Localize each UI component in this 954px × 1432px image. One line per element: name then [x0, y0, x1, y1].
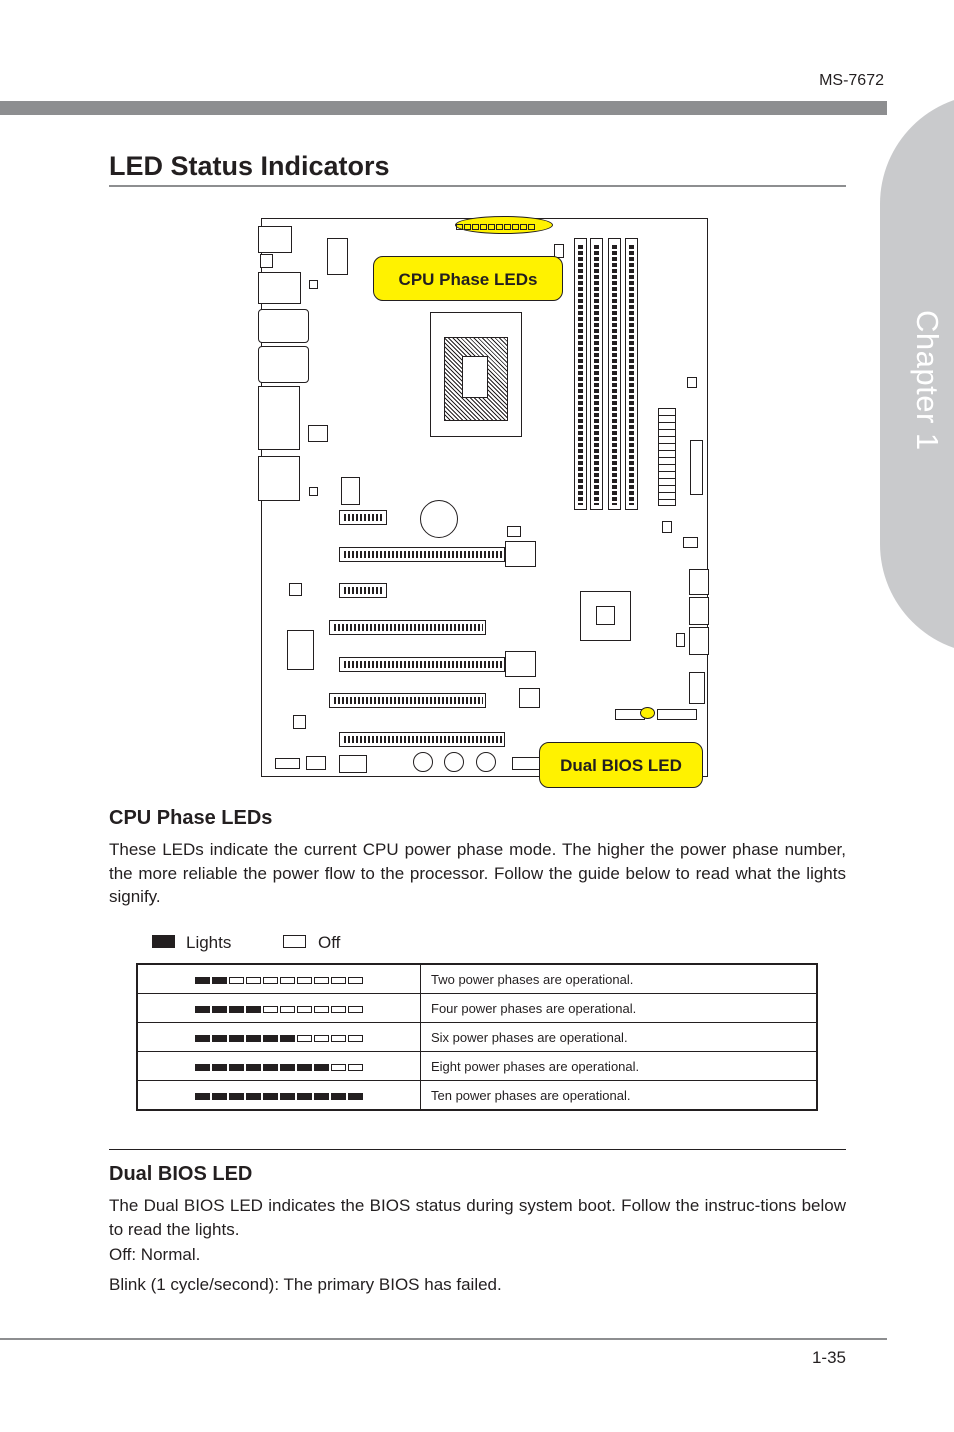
phase-description: Two power phases are operational.: [421, 964, 818, 994]
led-pattern: [137, 1081, 421, 1111]
led-lit: [280, 1064, 295, 1071]
pcie-x16-slot: [339, 732, 505, 747]
led-lit: [314, 1064, 329, 1071]
onboard-button: [413, 752, 433, 772]
page-title: LED Status Indicators: [109, 151, 390, 181]
phase-description: Four power phases are operational.: [421, 994, 818, 1023]
fan-header: [687, 377, 697, 388]
dual-bios-led-marker: [640, 707, 655, 719]
led-lit: [246, 1093, 261, 1100]
led-off: [246, 977, 261, 984]
header: [306, 756, 326, 770]
led-lit: [195, 1035, 210, 1042]
led-off: [280, 977, 295, 984]
chip: [519, 688, 540, 708]
sata-port: [689, 569, 709, 595]
sata-port: [689, 627, 709, 655]
led-off: [297, 977, 312, 984]
dual-bios-body: The Dual BIOS LED indicates the BIOS status during system boot. Follow the instruc-tions below to read the lights.: [109, 1196, 846, 1239]
led-off: [331, 1006, 346, 1013]
led-lit: [246, 1064, 261, 1071]
led-lit: [229, 1093, 244, 1100]
slot-latch: [505, 651, 536, 677]
pcie-x1-slot: [339, 510, 387, 525]
sata-port: [689, 597, 709, 625]
fan-header: [507, 526, 521, 537]
io-port: [258, 272, 301, 304]
led-lit: [195, 1093, 210, 1100]
led-lit: [212, 977, 227, 984]
led-lit: [348, 1093, 363, 1100]
led-lit: [297, 1093, 312, 1100]
chip: [293, 715, 306, 729]
legend-off-swatch: [283, 935, 306, 948]
led-off: [263, 977, 278, 984]
led-lit: [246, 1035, 261, 1042]
led-lit: [195, 1006, 210, 1013]
dimm-slot: [608, 238, 621, 510]
led-lit: [212, 1006, 227, 1013]
power-connector: [327, 238, 348, 275]
led-off: [280, 1006, 295, 1013]
led-lit: [263, 1035, 278, 1042]
header: [512, 757, 542, 770]
phase-description: Ten power phases are operational.: [421, 1081, 818, 1111]
legend-lights-swatch: [152, 935, 175, 948]
chapter-label: Chapter 1: [910, 310, 945, 451]
led-off: [297, 1006, 312, 1013]
footer-rule: [0, 1338, 887, 1340]
model-number: MS-7672: [819, 72, 884, 89]
pcie-x16-slot: [339, 657, 505, 672]
title-rule: [109, 185, 846, 187]
led-lit: [195, 977, 210, 984]
legend-off-label: Off: [318, 933, 341, 952]
led-off: [314, 1035, 329, 1042]
atx-power: [658, 408, 676, 506]
chip: [309, 487, 318, 496]
led-lit: [263, 1093, 278, 1100]
io-port: [258, 226, 292, 253]
led-lit: [212, 1035, 227, 1042]
phase-row: [137, 994, 817, 1023]
led-off: [348, 1035, 363, 1042]
dual-bios-off: Off: Normal.: [109, 1245, 201, 1264]
led-off: [331, 977, 346, 984]
connector: [690, 440, 703, 495]
led-off: [314, 977, 329, 984]
phase-row: [137, 1081, 817, 1111]
legend-lights-label: Lights: [186, 933, 232, 952]
section-divider: [109, 1149, 846, 1150]
led-lit: [297, 1064, 312, 1071]
dimm-slot: [574, 238, 587, 510]
power-connector: [341, 477, 360, 505]
fan-header: [662, 521, 672, 533]
pcie-x16-slot: [339, 547, 505, 562]
jumper: [676, 633, 685, 647]
header-bar: [0, 101, 887, 115]
led-off: [331, 1035, 346, 1042]
chipset-center: [596, 606, 615, 625]
chip: [308, 425, 328, 442]
page-number: 1-35: [811, 1348, 846, 1367]
dual-bios-heading: Dual BIOS LED: [109, 1163, 253, 1185]
led-lit: [280, 1035, 295, 1042]
led-off: [331, 1064, 346, 1071]
chip: [289, 583, 302, 596]
led-lit: [212, 1093, 227, 1100]
callout-dual-bios-led: Dual BIOS LED: [539, 742, 703, 788]
led-pattern: [137, 1052, 421, 1081]
led-off: [297, 1035, 312, 1042]
phase-row: [137, 1052, 817, 1081]
dual-bios-blink: Blink (1 cycle/second): The primary BIOS has failed.: [109, 1275, 502, 1294]
pci-slot: [329, 620, 486, 635]
sata-port: [689, 672, 705, 704]
cpu-socket-center: [462, 356, 488, 398]
led-lit: [229, 1006, 244, 1013]
header: [339, 755, 367, 773]
led-pattern: [137, 964, 421, 994]
dimm-slot: [590, 238, 603, 510]
chip: [309, 280, 318, 289]
led-lit: [229, 1064, 244, 1071]
led-off: [348, 1064, 363, 1071]
cpu-phase-led-strip: [455, 216, 553, 234]
cpu-phase-heading: CPU Phase LEDs: [109, 807, 273, 829]
header: [657, 709, 697, 720]
led-lit: [246, 1006, 261, 1013]
led-off: [229, 977, 244, 984]
header: [275, 758, 300, 769]
io-port: [260, 254, 273, 268]
io-port: [258, 346, 309, 383]
phase-description: Eight power phases are operational.: [421, 1052, 818, 1081]
led-off: [263, 1006, 278, 1013]
io-port: [258, 456, 300, 501]
led-lit: [280, 1093, 295, 1100]
io-port: [258, 386, 300, 450]
led-lit: [229, 1035, 244, 1042]
phase-row: [137, 1023, 817, 1052]
led-lit: [331, 1093, 346, 1100]
led-off: [314, 1006, 329, 1013]
led-lit: [314, 1093, 329, 1100]
led-off: [348, 977, 363, 984]
callout-cpu-phase-leds: CPU Phase LEDs: [373, 256, 563, 301]
pci-slot: [329, 693, 486, 708]
chip: [287, 630, 314, 670]
pcie-x1-slot: [339, 583, 387, 598]
cpu-phase-body: These LEDs indicate the current CPU power phase mode. The higher the power phase number, the more reliable the power flow to the processor. Follow the guide below to read what the lights signify.: [109, 840, 846, 906]
onboard-button: [444, 752, 464, 772]
phase-description: Six power phases are operational.: [421, 1023, 818, 1052]
cmos-battery: [420, 500, 458, 538]
led-lit: [263, 1064, 278, 1071]
led-pattern: [137, 994, 421, 1023]
fan-header: [683, 537, 698, 548]
led-lit: [212, 1064, 227, 1071]
slot-latch: [505, 541, 536, 567]
led-pattern: [137, 1023, 421, 1052]
onboard-button: [476, 752, 496, 772]
dimm-slot: [625, 238, 638, 510]
io-port: [258, 309, 309, 343]
phase-table: [136, 963, 818, 1111]
led-off: [348, 1006, 363, 1013]
led-lit: [195, 1064, 210, 1071]
phase-row: [137, 964, 817, 994]
